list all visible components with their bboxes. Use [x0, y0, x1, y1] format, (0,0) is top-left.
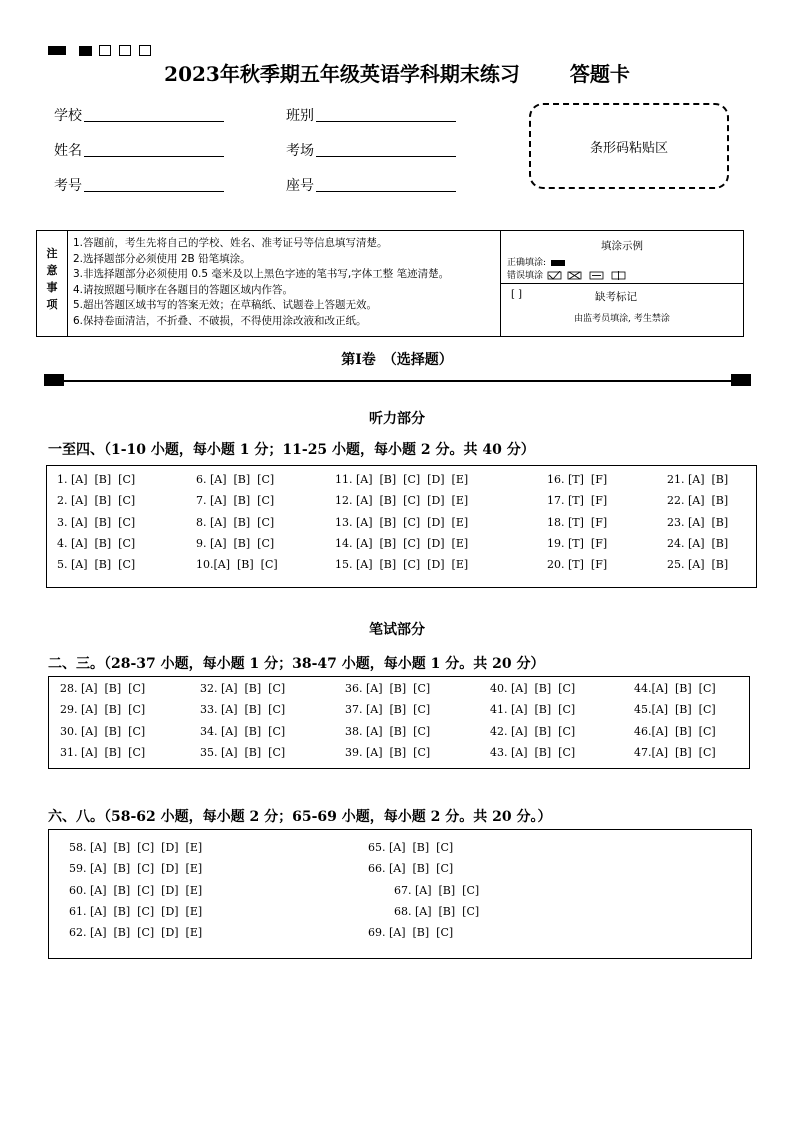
answer-row[interactable]: 6. [A] [B] [C] [196, 473, 275, 486]
field-line [84, 191, 224, 192]
answer-row[interactable]: 19. [T] [F] [547, 536, 608, 550]
wrong-mark-icons [546, 271, 646, 281]
answer-row[interactable]: 5. [A] [B] [C] [57, 558, 136, 572]
section-divider [44, 379, 751, 382]
answer-row[interactable]: 11. [A] [B] [C] [D] [E] [335, 473, 469, 486]
rule-item: 1.答题前，考生先将自己的学校、姓名、准考证号等信息填写清楚。 [73, 237, 388, 249]
seat-number-field[interactable] [286, 175, 314, 195]
position-mark-empty [119, 45, 131, 56]
answer-row[interactable]: 1. [A] [B] [C] [57, 473, 136, 486]
divider [67, 231, 68, 336]
wrong-fill-example [507, 268, 646, 281]
part1-title: 第Ⅰ卷 （选择题） [341, 352, 453, 368]
answer-row[interactable]: 13. [A] [B] [C] [D] [E] [335, 515, 469, 529]
answer-row[interactable]: 46.[A] [B] [C] [634, 724, 716, 738]
absent-checkbox[interactable]: [ ] [511, 289, 522, 300]
answer-row[interactable]: 9. [A] [B] [C] [196, 536, 275, 550]
filled-mark-icon [551, 260, 565, 266]
school-field[interactable] [54, 105, 82, 125]
notice-rules [73, 236, 449, 329]
answer-row[interactable]: 44.[A] [B] [C] [634, 682, 716, 695]
rule-item: 6.保持卷面清洁，不折叠、不破损，不得使用涂改液和改正纸。 [73, 314, 367, 327]
notice-box [36, 230, 744, 337]
answer-row[interactable]: 21. [A] [B] [667, 473, 729, 486]
field-label: 考场 [286, 143, 314, 159]
exam-room-field[interactable] [286, 140, 314, 160]
answer-row[interactable]: 7. [A] [B] [C] [196, 494, 275, 508]
answer-row[interactable]: 40. [A] [B] [C] [490, 682, 576, 695]
position-mark-empty [139, 45, 151, 56]
answer-row[interactable]: 17. [T] [F] [547, 494, 608, 508]
answer-row[interactable]: 31. [A] [B] [C] [60, 745, 146, 759]
answer-row[interactable]: 33. [A] [B] [C] [200, 703, 286, 717]
field-label: 座号 [286, 178, 314, 194]
answer-row[interactable]: 3. [A] [B] [C] [57, 515, 136, 529]
wrong-fill-label: 错误填涂 [507, 271, 544, 281]
answer-row[interactable]: 39. [A] [B] [C] [345, 745, 431, 759]
answer-row[interactable]: 25. [A] [B] [667, 558, 729, 572]
fill-example-title: 填涂示例 [601, 240, 643, 252]
notice-label-char: 事 [46, 281, 58, 294]
page-title [0, 58, 794, 87]
field-line [316, 156, 456, 157]
answer-row[interactable]: 43. [A] [B] [C] [490, 745, 576, 759]
notice-label-char: 意 [46, 264, 58, 277]
field-line [84, 121, 224, 122]
answer-row[interactable]: 45.[A] [B] [C] [634, 703, 716, 717]
answer-row[interactable]: 42. [A] [B] [C] [490, 724, 576, 738]
answer-row[interactable]: 15. [A] [B] [C] [D] [E] [335, 558, 469, 572]
name-field[interactable] [54, 140, 82, 160]
answer-row[interactable]: 23. [A] [B] [667, 515, 729, 529]
field-label: 班别 [286, 108, 314, 124]
answer-row[interactable]: 30. [A] [B] [C] [60, 724, 146, 738]
answer-row[interactable]: 8. [A] [B] [C] [196, 515, 275, 529]
answer-row[interactable]: 32. [A] [B] [C] [200, 682, 286, 695]
answer-row[interactable]: 34. [A] [B] [C] [200, 724, 286, 738]
written-heading: 二、三。（28-37 小题，每小题 1 分；38-47 小题，每小题 1 分。共 20 分） [48, 656, 545, 672]
barcode-area [529, 103, 729, 189]
title-card: 答题卡 [569, 62, 630, 86]
field-label: 考号 [54, 178, 82, 194]
rule-item: 3.非选择题部分必须使用 0.5 毫米及以上黑色字迹的笔书写,字体工整 笔迹清楚。 [73, 268, 450, 280]
barcode-label: 条形码粘贴区 [589, 140, 668, 156]
notice-label [43, 245, 61, 313]
answer-row[interactable]: 37. [A] [B] [C] [345, 703, 431, 717]
answer-row[interactable]: 65. [A] [B] [C] [368, 841, 454, 854]
listening-title: 听力部分 [369, 411, 425, 427]
answer-row[interactable]: 24. [A] [B] [667, 536, 729, 550]
answer-row[interactable]: 22. [A] [B] [667, 494, 729, 508]
answer-row[interactable]: 16. [T] [F] [547, 473, 608, 486]
answer-row[interactable]: 66. [A] [B] [C] [368, 862, 454, 876]
section3-heading: 六、八。（58-62 小题，每小题 2 分；65-69 小题，每小题 2 分。共 20 分。） [48, 809, 552, 825]
correct-fill-label: 正确填涂: [507, 258, 547, 268]
position-mark-filled [79, 46, 92, 56]
answer-row[interactable]: 61. [A] [B] [C] [D] [E] [69, 904, 203, 918]
field-label: 姓名 [54, 143, 82, 159]
answer-row[interactable]: 10.[A] [B] [C] [196, 558, 278, 572]
notice-label-char: 项 [46, 298, 58, 311]
answer-row[interactable]: 62. [A] [B] [C] [D] [E] [69, 926, 203, 940]
absent-note: 由监考员填涂, 考生禁涂 [574, 314, 670, 324]
rule-item: 2.选择题部分必须使用 2B 铅笔填涂。 [73, 252, 251, 265]
answer-row[interactable]: 4. [A] [B] [C] [57, 536, 136, 550]
answer-row[interactable]: 68. [A] [B] [C] [394, 904, 480, 918]
position-mark-filled [48, 46, 66, 55]
correct-fill-example [507, 255, 565, 268]
answer-row[interactable]: 60. [A] [B] [C] [D] [E] [69, 883, 203, 897]
answer-row[interactable]: 12. [A] [B] [C] [D] [E] [335, 494, 469, 508]
answer-row[interactable]: 69. [A] [B] [C] [368, 926, 454, 940]
answer-row[interactable]: 2. [A] [B] [C] [57, 494, 136, 508]
position-mark-empty [99, 45, 111, 56]
answer-row[interactable]: 38. [A] [B] [C] [345, 724, 431, 738]
field-line [316, 121, 456, 122]
divider [500, 283, 744, 284]
answer-row[interactable]: 35. [A] [B] [C] [200, 745, 286, 759]
answer-row[interactable]: 59. [A] [B] [C] [D] [E] [69, 862, 203, 876]
answer-row[interactable]: 18. [T] [F] [547, 515, 608, 529]
field-line [316, 191, 456, 192]
answer-row[interactable]: 47.[A] [B] [C] [634, 745, 716, 759]
class-field[interactable] [286, 105, 314, 125]
written-title: 笔试部分 [369, 622, 425, 638]
exam-number-field[interactable] [54, 175, 82, 195]
answer-row[interactable]: 36. [A] [B] [C] [345, 682, 431, 695]
answer-row[interactable]: 20. [T] [F] [547, 558, 608, 572]
answer-row[interactable]: 29. [A] [B] [C] [60, 703, 146, 717]
answer-row[interactable]: 58. [A] [B] [C] [D] [E] [69, 841, 203, 854]
rule-item: 4.请按照题号顺序在各题目的答题区域内作答。 [73, 283, 294, 296]
answer-row[interactable]: 14. [A] [B] [C] [D] [E] [335, 536, 469, 550]
title-main: 2023年秋季期五年级英语学科期末练习 [164, 62, 520, 86]
rule-item: 5.超出答题区域书写的答案无效；在草稿纸、试题卷上答题无效。 [73, 299, 378, 311]
answer-row[interactable]: 41. [A] [B] [C] [490, 703, 576, 717]
field-line [84, 156, 224, 157]
notice-label-char: 注 [46, 247, 58, 260]
answer-row[interactable]: 28. [A] [B] [C] [60, 682, 146, 695]
field-label: 学校 [54, 108, 82, 124]
listening-heading: 一至四、（1-10 小题，每小题 1 分；11-25 小题，每小题 2 分。共 40 分） [48, 442, 535, 458]
absent-mark-title: 缺考标记 [595, 291, 637, 303]
answer-row[interactable]: 67. [A] [B] [C] [394, 883, 480, 897]
